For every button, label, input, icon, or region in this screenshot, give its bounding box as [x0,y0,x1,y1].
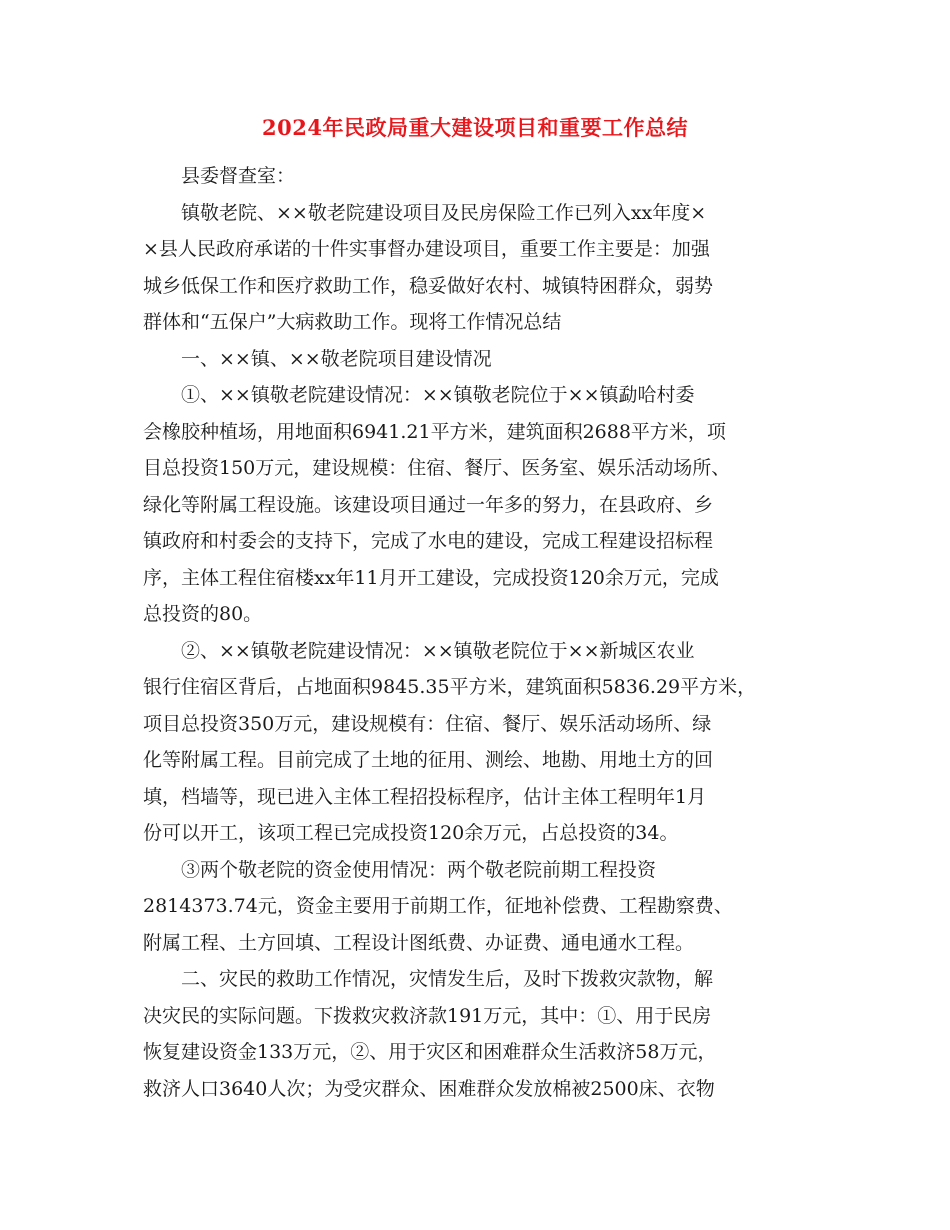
body-line: 银行住宿区背后，占地面积9845.35平方米，建筑面积5836.29平方米， [143,676,757,698]
body-line: 绿化等附属工程设施。该建设项目通过一年多的努力，在县政府、乡 [143,493,714,516]
body-line: 份可以开工，该项工程已完成投资120余万元，占总投资的34。 [143,822,679,844]
body-line: 城乡低保工作和医疗救助工作，稳妥做好农村、城镇特困群众，弱势 [143,274,714,297]
body-line: 群体和“五保户”大病救助工作。现将工作情况总结 [143,311,562,333]
body-line: 化等附属工程。目前完成了土地的征用、测绘、地勘、用地土方的回 [143,749,714,771]
body-line: 项目总投资350万元，建设规模有：住宿、餐厅、娱乐活动场所、绿 [143,712,712,735]
body-line: 会橡胶种植场，用地面积6941.21平方米，建筑面积2688平方米，项 [143,420,726,443]
body-line: 目总投资150万元，建设规模：住宿、餐厅、医务室、娱乐活动场所、 [143,457,731,479]
body-line: 序，主体工程住宿楼xx年11月开工建设，完成投资120余万元，完成 [143,566,719,589]
body-line: 决灾民的实际问题。下拨救灾救济款191万元，其中：①、用于民房 [143,1004,712,1027]
body-line: 恢复建设资金133万元，②、用于灾区和困难群众生活救济58万元， [143,1041,717,1063]
body-line: 附属工程、土方回填、工程设计图纸费、办证费、通电通水工程。 [143,931,695,954]
body-line: 总投资的80。 [143,603,263,625]
body-line: 县委督查室： [181,165,296,187]
body-line: ③两个敬老院的资金使用情况：两个敬老院前期工程投资 [181,858,657,881]
body-line: 一、××镇、××敬老院项目建设情况 [181,347,492,370]
body-line: 救济人口3640人次；为受灾群众、困难群众发放棉被2500床、衣物 [143,1077,715,1100]
body-line: 镇政府和村委会的支持下，完成了水电的建设，完成工程建设招标程 [143,530,714,552]
body-line: ①、××镇敬老院建设情况：××镇敬老院位于××镇勐哈村委 [181,384,695,406]
body-line: 镇敬老院、××敬老院建设项目及民房保险工作已列入xx年度× [181,201,707,224]
document-title: 2024年民政局重大建设项目和重要工作总结 [262,115,688,140]
body-line: 填，档墙等，现已进入主体工程招投标程序，估计主体工程明年1月 [143,785,707,808]
body-line: 二、灾民的救助工作情况，灾情发生后，及时下拨救灾款物，解 [181,968,714,990]
document-body [143,158,833,1107]
body-line: 2814373.74元，资金主要用于前期工作，征地补偿费、工程勘察费、 [143,895,733,917]
body-line: ×县人民政府承诺的十件实事督办建设项目，重要工作主要是：加强 [143,238,710,260]
body-line: ②、××镇敬老院建设情况：××镇敬老院位于××新城区农业 [181,639,695,662]
